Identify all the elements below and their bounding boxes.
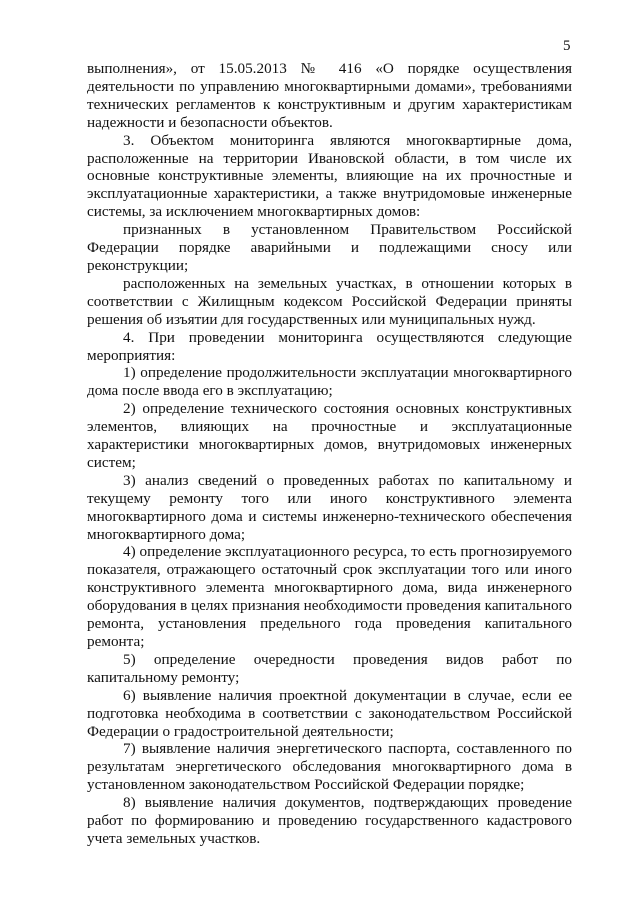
paragraph-subitem-7: 7) выявление наличия энергетического паспорта, составленного по результатам энергетического обследования многоквартирного дома в установленном законодательством Российской Федерации порядке; bbox=[87, 740, 572, 794]
document-body bbox=[87, 60, 572, 848]
paragraph-continuation: выполнения», от 15.05.2013 № 416 «О порядке осуществления деятельности по управлению многоквартирными домами», требованиями технических регламентов к конструктивным и другим характеристикам надежности и безопасности объектов. bbox=[87, 60, 572, 131]
paragraph-subitem-6: 6) выявление наличия проектной документации в случае, если ее подготовка необходима в соответствии с законодательством Российской Федерации о градостроительной деятельности; bbox=[87, 686, 572, 740]
paragraph-subitem-8: 8) выявление наличия документов, подтверждающих проведение работ по формированию и проведению государственного кадастрового учета земельных участков. bbox=[87, 794, 572, 847]
paragraph-subitem-4: 4) определение эксплуатационного ресурса, то есть прогнозируемого показателя, отражающего остаточный срок эксплуатации того или иного конструктивного элемента многоквартирного дома, вида инженерного оборудования в целях признания необходимости проведения капитального ремонта, установления предельного года проведения капитального ремонта; bbox=[87, 543, 572, 650]
paragraph-subitem-3: 3) анализ сведений о проведенных работах по капитальному и текущему ремонту того или иного конструктивного элемента многоквартирного дома и системы инженерно-технического обеспечения многоквартирного дома; bbox=[87, 471, 572, 543]
paragraph-subitem-2: 2) определение технического состояния основных конструктивных элементов, влияющих на прочностные и эксплуатационные характеристики многоквартирных домов, внутридомовых инженерных систем; bbox=[87, 400, 572, 471]
paragraph-exclusion-2: расположенных на земельных участках, в отношении которых в соответствии с Жилищным кодексом Российской Федерации приняты решения об изъятии для государственных или муниципальных нужд. bbox=[87, 274, 572, 328]
page-number: 5 bbox=[563, 38, 571, 54]
paragraph-item-3: 3. Объектом мониторинга являются многоквартирные дома, расположенные на территории Ивановской области, в том числе их основные конструктивные элементы, влияющие на их прочностные и эксплуатационные характеристики, а также внутридомовые инженерные системы, за исключением многоквартирных домов: bbox=[87, 131, 572, 221]
paragraph-exclusion-1: признанных в установленном Правительством Российской Федерации порядке аварийными и подлежащими сносу или реконструкции; bbox=[87, 221, 572, 274]
paragraph-subitem-1: 1) определение продолжительности эксплуатации многоквартирного дома после ввода его в эксплуатацию; bbox=[87, 364, 572, 400]
paragraph-subitem-5: 5) определение очередности проведения видов работ по капитальному ремонту; bbox=[87, 650, 572, 686]
paragraph-item-4: 4. При проведении мониторинга осуществляются следующие мероприятия: bbox=[87, 328, 572, 364]
